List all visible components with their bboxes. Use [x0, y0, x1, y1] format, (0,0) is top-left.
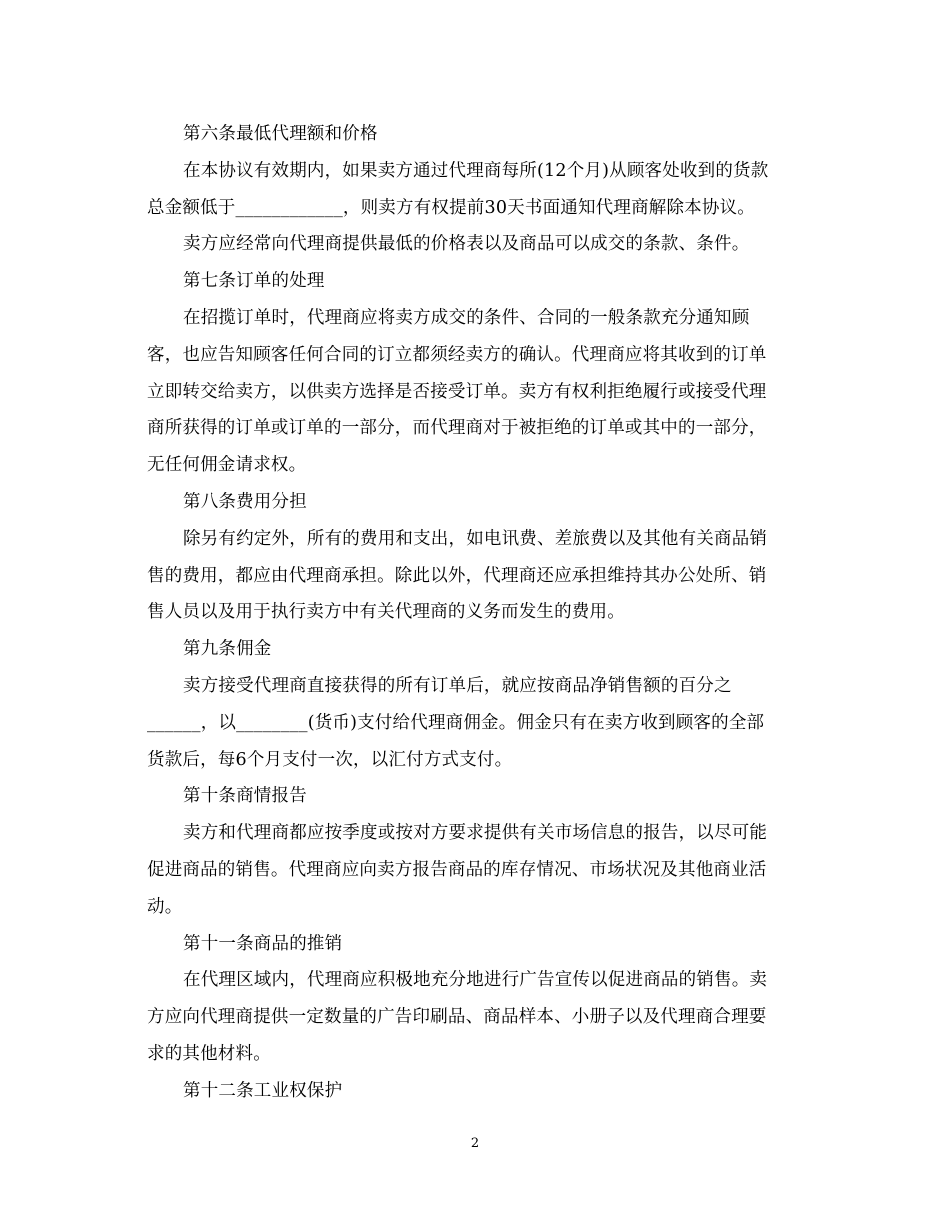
text-line: 第六条最低代理额和价格	[183, 124, 378, 144]
text-line: 货款后，每6个月支付一次，以汇付方式支付。	[147, 749, 513, 770]
text-line: 卖方和代理商都应按季度或按对方要求提供有关市场信息的报告，以尽可能	[183, 823, 768, 844]
text-line: 卖方应经常向代理商提供最低的价格表以及商品可以成交的条款、条件。	[183, 234, 750, 255]
text-line: 无任何佣金请求权。	[147, 455, 307, 476]
text-line: 第九条佣金	[183, 639, 272, 660]
text-line: 促进商品的销售。代理商应向卖方报告商品的库存情况、市场状况及其他商业活	[147, 859, 767, 880]
text-line: 第七条订单的处理	[183, 271, 325, 292]
text-line: 售的费用，都应由代理商承担。除此以外，代理商还应承担维持其办公处所、销	[147, 565, 767, 586]
page-number: 2	[470, 1136, 480, 1151]
text-line: 总金额低于____________，则卖方有权提前30天书面通知代理商解除本协议。	[147, 197, 755, 218]
text-line: 在本协议有效期内，如果卖方通过代理商每所(12个月)从顾客处收到的货款	[183, 160, 769, 181]
text-line: 在代理区域内，代理商应积极地充分地进行广告宣传以促进商品的销售。卖	[183, 970, 768, 991]
text-line: ______，以________(货币)支付给代理商佣金。佣金只有在卖方收到顾客的全部	[147, 712, 765, 733]
text-line: 方应向代理商提供一定数量的广告印刷品、商品样本、小册子以及代理商合理要	[147, 1007, 767, 1028]
text-line: 除另有约定外，所有的费用和支出，如电讯费、差旅费以及其他有关商品销	[183, 528, 768, 549]
text-line: 商所获得的订单或订单的一部分，而代理商对于被拒绝的订单或其中的一部分，	[147, 418, 767, 439]
text-line: 在招揽订单时，代理商应将卖方成交的条件、合同的一般条款充分通知顾	[183, 307, 750, 328]
text-line: 求的其他材料。	[147, 1043, 271, 1064]
text-line: 第十二条工业权保护	[183, 1080, 343, 1101]
document-body	[147, 116, 807, 1110]
text-line: 客，也应告知顾客任何合同的订立都须经卖方的确认。代理商应将其收到的订单	[147, 344, 767, 365]
text-line: 卖方接受代理商直接获得的所有订单后，就应按商品净销售额的百分之	[183, 675, 732, 696]
text-line: 动。	[147, 896, 183, 917]
text-line: 第十条商情报告	[183, 786, 307, 807]
text-line: 第八条费用分担	[183, 491, 307, 512]
text-line: 立即转交给卖方，以供卖方选择是否接受订单。卖方有权利拒绝履行或接受代理	[147, 381, 767, 402]
text-line: 售人员以及用于执行卖方中有关代理商的义务而发生的费用。	[147, 602, 625, 623]
text-line: 第十一条商品的推销	[183, 933, 343, 954]
